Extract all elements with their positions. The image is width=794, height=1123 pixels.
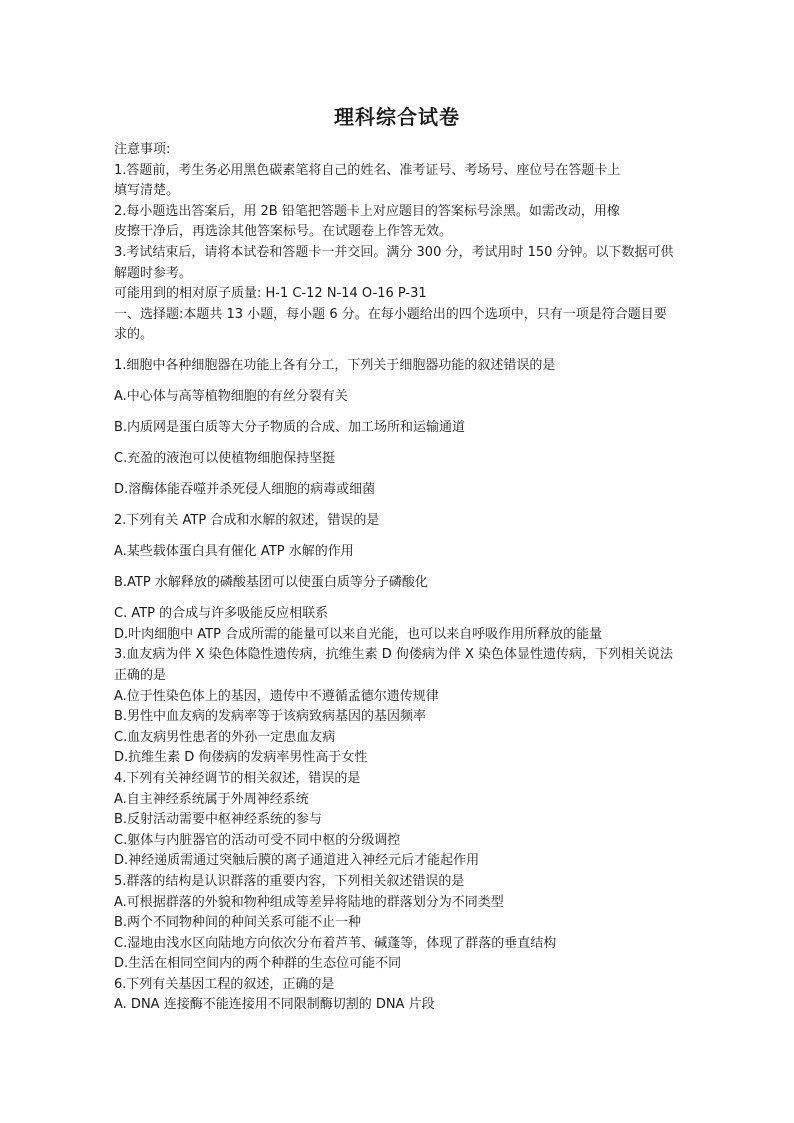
notice-line: 解题时参考。 <box>114 265 193 281</box>
notice-line: 3.考试结束后，请将本试卷和答题卡一并交回。满分 300 分，考试用时 150 分钟。以下数据可供 <box>114 244 674 260</box>
notice-line: 1.答题前，考生务必用黑色碳素笔将自己的姓名、准考证号、考场号、座位号在答题卡上 <box>114 162 621 178</box>
notice-line: 填写清楚。 <box>114 183 180 199</box>
question-3-option-d: D.抗维生素 D 佝偻病的发病率男性高于女性 <box>114 750 368 766</box>
question-3-option-a: A.位于性染色体上的基因，遗传中不遵循孟德尔遗传规律 <box>114 688 439 704</box>
question-1-option-b: B.内质网是蛋白质等大分子物质的合成、加工场所和运输通道 <box>114 420 466 436</box>
atomic-mass-line: 可能用到的相对原子质量: H-1 C-12 N-14 O-16 P-31 <box>114 286 427 302</box>
question-5-option-a: A.可根据群落的外貌和物种组成等差异将陆地的群落划分为不同类型 <box>114 894 504 910</box>
question-6-option-a: A. DNA 连接酶不能连接用不同限制酶切割的 DNA 片段 <box>114 997 435 1013</box>
question-5-option-d: D.生活在相同空间内的两个种群的生态位可能不同 <box>114 956 402 972</box>
notice-heading: 注意事项: <box>114 142 171 157</box>
exam-content <box>114 140 704 1016</box>
question-4-option-b: B.反射活动需要中枢神经系统的参与 <box>114 812 323 828</box>
question-4-option-d: D.神经递质需通过突触后膜的离子通道进入神经元后才能起作用 <box>114 853 480 869</box>
question-2-option-c: C. ATP 的合成与许多吸能反应相联系 <box>114 606 329 622</box>
question-5-option-b: B.两个不同物种间的种间关系可能不止一种 <box>114 915 362 931</box>
notice-line: 皮擦干净后，再选涂其他答案标号。在试题卷上作答无效。 <box>114 224 453 240</box>
question-2-option-b: B.ATP 水解释放的磷酸基团可以使蛋白质等分子磷酸化 <box>114 575 428 591</box>
question-1-option-d: D.溶酶体能吞噬并杀死侵人细胞的病毒或细菌 <box>114 482 376 498</box>
question-6-stem: 6.下列有关基因工程的叙述，正确的是 <box>114 976 335 992</box>
notice-line: 2.每小题选出答案后，用 2B 铅笔把答题卡上对应题目的答案标号涂黑。如需改动，用橡 <box>114 203 620 219</box>
question-3-option-c: C.血友病男性患者的外孙一定患血友病 <box>114 729 336 745</box>
question-3-option-b: B.男性中血友病的发病率等于该病致病基因的基因频率 <box>114 709 427 725</box>
question-3-stem-cont: 正确的是 <box>114 667 167 683</box>
question-2-stem: 2.下列有关 ATP 合成和水解的叙述，错误的是 <box>114 513 380 529</box>
question-1-option-c: C.充盈的液泡可以使植物细胞保持坚挺 <box>114 451 336 467</box>
question-3-stem: 3.血友病为伴 X 染色体隐性遗传病，抗维生素 D 佝偻病为伴 X 染色体显性遗传病，下列相关说法 <box>114 647 674 663</box>
question-2-option-d: D.叶肉细胞中 ATP 合成所需的能量可以来自光能，也可以来自呼吸作用所释放的能量 <box>114 626 603 642</box>
question-1-option-a: A.中心体与高等植物细胞的有丝分裂有关 <box>114 389 348 405</box>
question-1-stem: 1.细胞中各种细胞器在功能上各有分工，下列关于细胞器功能的叙述错误的是 <box>114 358 556 374</box>
question-4-option-a: A.自主神经系统属于外周神经系统 <box>114 791 309 807</box>
section-heading-cont: 求的。 <box>114 327 154 343</box>
section-heading: 一、选择题:本题共 13 小题，每小题 6 分。在每小题给出的四个选项中，只有一项是符合题目要 <box>114 306 667 322</box>
question-4-option-c: C.躯体与内脏器官的活动可受不同中枢的分级调控 <box>114 832 401 848</box>
question-5-option-c: C.湿地由浅水区向陆地方向依次分布着芦苇、碱蓬等，体现了群落的垂直结构 <box>114 935 557 951</box>
question-4-stem: 4.下列有关神经调节的相关叙述，错误的是 <box>114 770 361 786</box>
question-2-option-a: A.某些载体蛋白具有催化 ATP 水解的作用 <box>114 544 354 560</box>
page-title: 理科综合试卷 <box>334 105 460 129</box>
question-5-stem: 5.群落的结构是认识群落的重要内容，下列相关叙述错误的是 <box>114 873 465 889</box>
